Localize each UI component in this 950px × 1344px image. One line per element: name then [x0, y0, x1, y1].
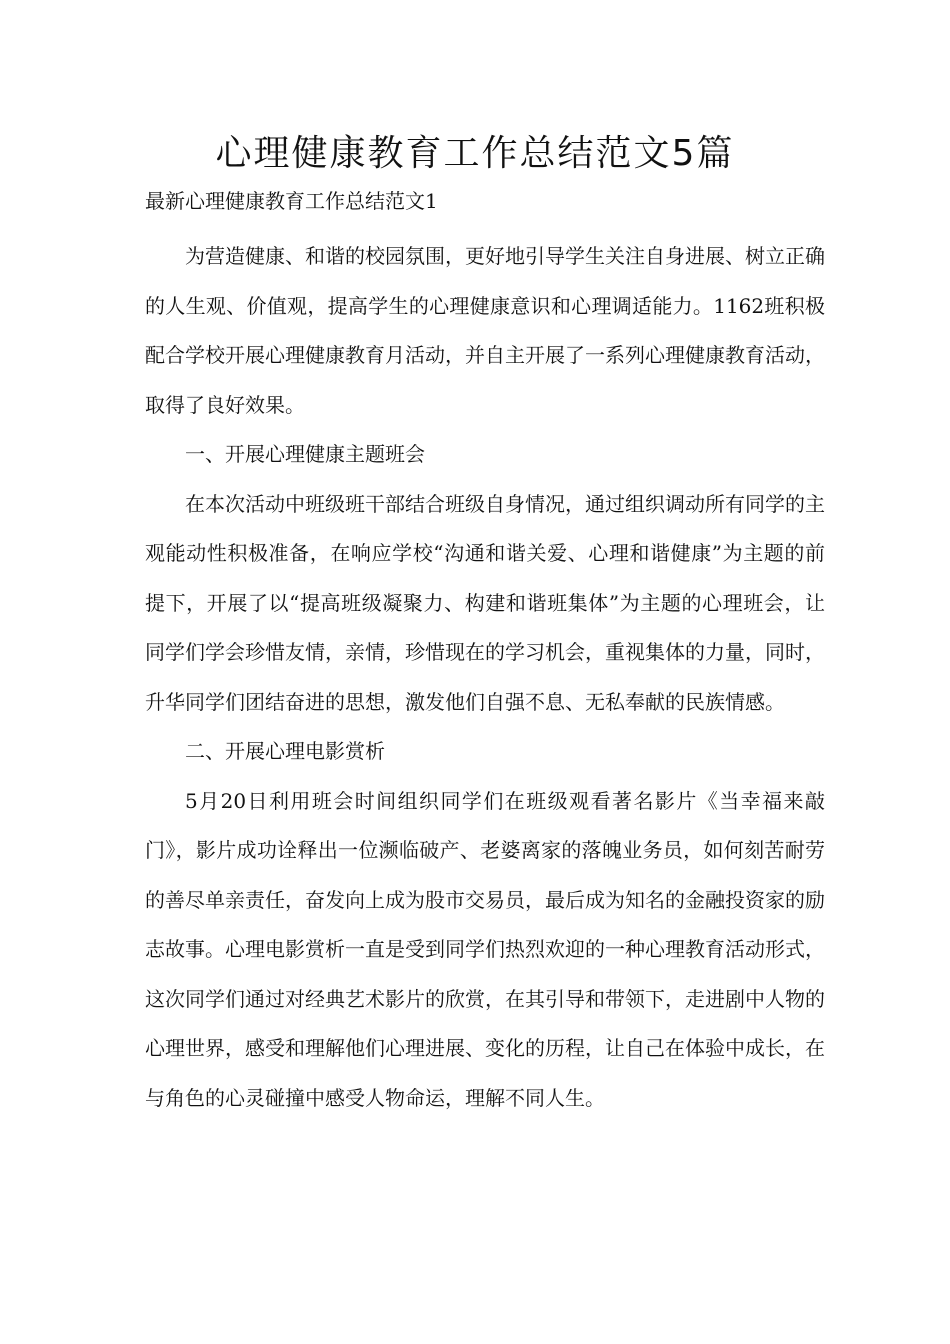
paragraph-class-meeting: 在本次活动中班级班干部结合班级自身情况，通过组织调动所有同学的主观能动性积极准备，在响应学校“沟通和谐关爱、心理和谐健康”为主题的前提下，开展了以“提高班级凝聚力、构建和谐班集体”为主题的心理班会，让同学们学会珍惜友情，亲情，珍惜现在的学习机会，重视集体的力量，同时，升华同学们团结奋进的思想，激发他们自强不息、无私奉献的民族情感。	[145, 491, 825, 714]
document-body	[145, 232, 825, 1123]
section-heading-1: 一、开展心理健康主题班会	[185, 442, 425, 466]
paragraph-movie-analysis: 5月20日利用班会时间组织同学们在班级观看著名影片《当幸福来敲门》，影片成功诠释出一位濒临破产、老婆离家的落魄业务员，如何刻苦耐劳的善尽单亲责任，奋发向上成为股市交易员，最后成为知名的金融投资家的励志故事。心理电影赏析一直是受到同学们热烈欢迎的一种心理教育活动形式，这次同学们通过对经典艺术影片的欣赏，在其引导和带领下，走进剧中人物的心理世界，感受和理解他们心理进展、变化的历程，让自己在体验中成长，在与角色的心灵碰撞中感受人物命运，理解不同人生。	[145, 788, 825, 1110]
document-subtitle: 最新心理健康教育工作总结范文1	[145, 189, 438, 213]
section-heading-2: 二、开展心理电影赏析	[185, 739, 385, 763]
paragraph-intro: 为营造健康、和谐的校园氛围，更好地引导学生关注自身进展、树立正确的人生观、价值观，提高学生的心理健康意识和心理调适能力。1162班积极配合学校开展心理健康教育月活动，并自主开展了一系列心理健康教育活动，取得了良好效果。	[145, 244, 825, 417]
document-title: 心理健康教育工作总结范文5篇	[215, 133, 735, 174]
